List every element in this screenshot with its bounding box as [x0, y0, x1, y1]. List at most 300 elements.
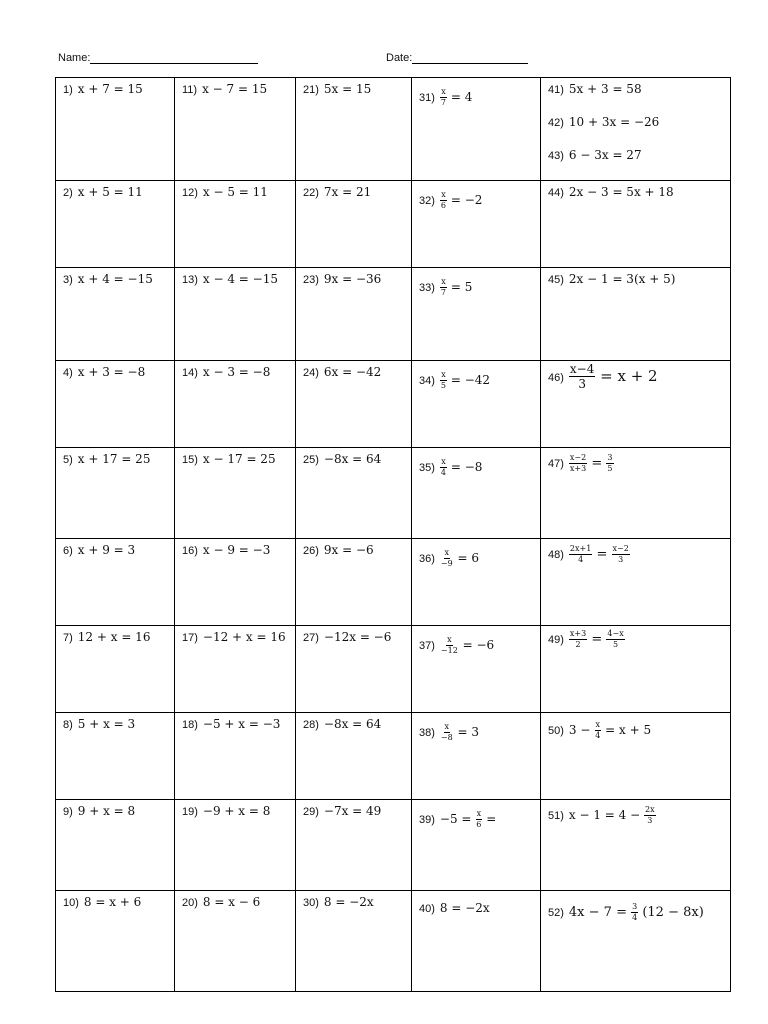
problem-number: 23) — [303, 274, 319, 286]
equation-text: −5 + x = −3 — [202, 717, 281, 731]
problem-number: 16) — [182, 545, 198, 557]
answer-cell[interactable] — [56, 800, 175, 891]
equation-text: 6x = −42 — [323, 365, 382, 379]
answer-cell[interactable] — [412, 800, 541, 891]
problem-number: 37) — [419, 640, 435, 652]
answer-cell[interactable] — [541, 539, 731, 626]
answer-cell[interactable] — [56, 448, 175, 539]
problem-35 — [419, 458, 482, 477]
equation-text: x − 17 = 25 — [202, 452, 276, 466]
problem-4 — [63, 365, 145, 379]
equation-suffix: = 4 — [450, 90, 473, 104]
problem-number: 2) — [63, 187, 73, 199]
problem-number: 43) — [548, 150, 564, 162]
problem-number: 30) — [303, 897, 319, 909]
problem-number: 5) — [63, 454, 73, 466]
denominator: 4 — [578, 555, 584, 564]
equation — [439, 809, 497, 829]
worksheet-row — [56, 268, 731, 361]
equation — [324, 452, 381, 466]
equation — [324, 804, 381, 818]
problem-46 — [548, 363, 658, 390]
fraction — [606, 454, 613, 473]
answer-cell[interactable] — [541, 448, 731, 539]
numerator: x−2 — [612, 544, 629, 553]
equation — [78, 82, 143, 96]
equation — [568, 902, 704, 922]
equation — [569, 544, 630, 564]
equation-suffix: = −42 — [450, 373, 491, 387]
equation — [569, 115, 659, 129]
numerator: x — [441, 190, 446, 199]
equation — [203, 804, 270, 818]
answer-cell[interactable] — [296, 626, 412, 713]
equation-suffix: = −6 — [462, 638, 495, 652]
answer-cell[interactable] — [296, 539, 412, 626]
equation-suffix: (12 − 8x) — [642, 905, 704, 920]
fraction — [612, 545, 630, 564]
answer-cell[interactable] — [412, 361, 541, 448]
numerator: 2x — [645, 805, 655, 814]
problem-37 — [419, 636, 494, 655]
problem-number: 9) — [63, 806, 73, 818]
answer-cell[interactable] — [412, 181, 541, 268]
equation-text: x − 4 = −15 — [202, 272, 278, 286]
date-label: Date: — [386, 52, 413, 64]
problem-2 — [63, 185, 143, 199]
problem-41 — [548, 82, 642, 96]
equation-text: −12x = −6 — [323, 630, 392, 644]
equation-suffix: = 5 — [450, 280, 473, 294]
fraction — [440, 723, 454, 742]
answer-cell[interactable] — [175, 181, 296, 268]
equation-suffix: = x + 5 — [605, 723, 652, 737]
answer-cell[interactable] — [541, 713, 731, 800]
equation-prefix: −5 = — [439, 812, 472, 826]
problem-27 — [303, 630, 391, 644]
answer-cell[interactable] — [175, 448, 296, 539]
problem-22 — [303, 185, 371, 199]
problem-30 — [303, 895, 374, 909]
equation — [324, 365, 381, 379]
answer-cell[interactable] — [175, 361, 296, 448]
equation-text: −9 + x = 8 — [202, 804, 271, 818]
equation-text: x + 9 = 3 — [77, 543, 136, 557]
equation-text: 9x = −6 — [323, 543, 374, 557]
equation — [78, 272, 153, 286]
problem-number: 7) — [63, 632, 73, 644]
answer-cell[interactable] — [412, 891, 541, 992]
answer-cell[interactable] — [296, 181, 412, 268]
problem-number: 6) — [63, 545, 73, 557]
problem-1 — [63, 82, 143, 96]
numerator: x — [444, 722, 450, 731]
denominator: −12 — [440, 646, 458, 655]
equation — [440, 457, 483, 477]
equation — [203, 365, 270, 379]
denominator: 2 — [575, 640, 581, 649]
problem-number: 11) — [182, 84, 198, 96]
fraction — [631, 903, 638, 922]
equation-text: 12 + x = 16 — [77, 630, 151, 644]
answer-cell[interactable] — [412, 539, 541, 626]
problem-number: 39) — [419, 814, 435, 826]
equation-text: 10 + 3x = −26 — [568, 115, 660, 129]
answer-cell[interactable] — [56, 891, 175, 992]
problem-number: 46) — [548, 371, 564, 384]
problem-number: 52) — [548, 907, 564, 919]
equation — [569, 272, 676, 286]
problem-number: 3) — [63, 274, 73, 286]
equation — [569, 362, 658, 391]
problem-number: 4) — [63, 367, 73, 379]
denominator: 3 — [618, 555, 624, 564]
denominator: 7 — [440, 288, 446, 297]
equation-text: x + 5 = 11 — [77, 185, 143, 199]
problem-45 — [548, 272, 675, 286]
denominator: 5 — [613, 640, 619, 649]
equation — [440, 901, 490, 915]
problem-49 — [548, 630, 625, 649]
problem-16 — [182, 543, 270, 557]
equation — [569, 185, 674, 199]
equation-text: −8x = 64 — [323, 717, 382, 731]
problem-number: 28) — [303, 719, 319, 731]
problem-number: 34) — [419, 375, 435, 387]
problem-23 — [303, 272, 381, 286]
equation — [203, 543, 270, 557]
denominator: −8 — [440, 733, 453, 742]
problem-number: 21) — [303, 84, 319, 96]
equation — [440, 548, 480, 568]
answer-cell[interactable] — [412, 78, 541, 181]
equation-text: 6 − 3x = 27 — [568, 148, 642, 162]
worksheet-row — [56, 361, 731, 448]
answer-cell[interactable] — [296, 78, 412, 181]
problem-number: 10) — [63, 897, 79, 909]
equation-text: 9x = −36 — [323, 272, 382, 286]
problem-50 — [548, 721, 651, 740]
equation — [440, 87, 473, 107]
equation — [568, 720, 652, 740]
equation-text: 2x − 1 = 3(x + 5) — [568, 272, 676, 286]
answer-cell[interactable] — [175, 626, 296, 713]
name-label: Name: — [58, 52, 91, 64]
problem-51 — [548, 806, 656, 825]
problem-3 — [63, 272, 153, 286]
equation — [324, 895, 374, 909]
problem-number: 19) — [182, 806, 198, 818]
equation-suffix: = −2 — [450, 193, 483, 207]
problem-21 — [303, 82, 371, 96]
problem-number: 48) — [548, 549, 564, 561]
equation — [203, 185, 268, 199]
equation — [324, 717, 381, 731]
problem-number: 27) — [303, 632, 319, 644]
fraction — [569, 630, 587, 649]
problem-number: 33) — [419, 282, 435, 294]
answer-cell[interactable] — [541, 78, 731, 181]
equation — [569, 453, 614, 473]
problem-40 — [419, 901, 490, 915]
answer-cell[interactable] — [56, 713, 175, 800]
answer-cell[interactable] — [175, 891, 296, 992]
problem-31 — [419, 88, 472, 107]
numerator: x — [595, 720, 601, 729]
name-line[interactable] — [90, 63, 258, 64]
equation — [324, 185, 371, 199]
answer-cell[interactable] — [56, 268, 175, 361]
answer-cell[interactable] — [296, 891, 412, 992]
equation — [569, 629, 625, 649]
problem-33 — [419, 278, 472, 297]
date-line[interactable] — [412, 63, 528, 64]
answer-cell[interactable] — [56, 539, 175, 626]
equation — [569, 148, 642, 162]
problem-32 — [419, 191, 482, 210]
problem-6 — [63, 543, 135, 557]
equation-text: x + 7 = 15 — [77, 82, 143, 96]
answer-cell[interactable] — [56, 361, 175, 448]
equation — [78, 185, 143, 199]
fraction — [440, 88, 447, 107]
problem-44 — [548, 185, 674, 199]
numerator: x — [441, 370, 446, 379]
problem-42 — [548, 115, 659, 129]
problem-29 — [303, 804, 381, 818]
problem-47 — [548, 454, 614, 473]
answer-cell[interactable] — [175, 713, 296, 800]
problem-number: 29) — [303, 806, 319, 818]
answer-cell[interactable] — [296, 361, 412, 448]
problem-number: 12) — [182, 187, 198, 199]
equation — [568, 805, 656, 825]
equation — [203, 272, 278, 286]
problem-number: 41) — [548, 84, 564, 96]
answer-cell[interactable] — [541, 181, 731, 268]
denominator: 4 — [632, 913, 638, 922]
problem-24 — [303, 365, 381, 379]
problem-number: 22) — [303, 187, 319, 199]
equation — [202, 82, 267, 96]
name-field[interactable] — [58, 52, 258, 64]
problem-7 — [63, 630, 150, 644]
equation — [324, 82, 371, 96]
equation — [324, 630, 391, 644]
problem-19 — [182, 804, 270, 818]
equation — [569, 82, 642, 96]
problem-26 — [303, 543, 374, 557]
answer-cell[interactable] — [412, 626, 541, 713]
answer-cell[interactable] — [412, 713, 541, 800]
equation-worksheet — [55, 77, 731, 992]
problem-number: 17) — [182, 632, 198, 644]
answer-cell[interactable] — [175, 268, 296, 361]
fraction — [644, 806, 656, 825]
worksheet-row — [56, 626, 731, 713]
equation — [78, 365, 145, 379]
equation-prefix: x − 1 = 4 − — [568, 808, 641, 822]
answer-cell[interactable] — [175, 539, 296, 626]
equation-text: −7x = 49 — [323, 804, 382, 818]
numerator: x — [447, 635, 452, 644]
equation-suffix: = — [486, 812, 497, 826]
answer-cell[interactable] — [541, 800, 731, 891]
answer-cell[interactable] — [296, 448, 412, 539]
denominator: 4 — [440, 468, 446, 477]
answer-cell[interactable] — [175, 78, 296, 181]
answer-cell[interactable] — [296, 800, 412, 891]
problem-number: 51) — [548, 810, 564, 822]
problem-5 — [63, 452, 150, 466]
numerator: x — [441, 87, 446, 96]
problem-9 — [63, 804, 135, 818]
numerator: x — [441, 277, 446, 286]
equation-text: −8x = 64 — [323, 452, 382, 466]
denominator: 5 — [440, 381, 446, 390]
fraction — [440, 191, 447, 210]
date-field[interactable] — [386, 52, 528, 64]
equation-suffix: = — [591, 632, 603, 647]
equation-text: 8 = x − 6 — [202, 895, 261, 909]
answer-cell[interactable] — [56, 181, 175, 268]
fraction — [440, 636, 459, 655]
equation-text: 8 = −2x — [323, 895, 374, 909]
equation-suffix: = x + 2 — [600, 366, 658, 385]
equation-text: 5x = 15 — [323, 82, 372, 96]
equation-text: x − 3 = −8 — [202, 365, 271, 379]
problem-14 — [182, 365, 270, 379]
answer-cell[interactable] — [412, 268, 541, 361]
equation-prefix: 3 − — [568, 723, 591, 737]
problem-number: 13) — [182, 274, 198, 286]
equation — [440, 370, 491, 390]
answer-cell[interactable] — [541, 626, 731, 713]
numerator: 2x+1 — [569, 544, 592, 553]
equation-suffix: = — [596, 547, 608, 562]
worksheet-row — [56, 539, 731, 626]
numerator: x — [444, 548, 450, 557]
numerator: x — [441, 457, 446, 466]
equation-text: 8 = −2x — [439, 901, 490, 915]
problem-number: 1) — [63, 84, 73, 96]
denominator: 7 — [440, 98, 446, 107]
equation-text: 5 + x = 3 — [77, 717, 136, 731]
equation — [440, 635, 495, 655]
equation — [203, 717, 281, 731]
answer-cell[interactable] — [296, 268, 412, 361]
equation — [78, 543, 135, 557]
denominator: 3 — [578, 377, 586, 391]
problem-20 — [182, 895, 260, 909]
problem-number: 32) — [419, 195, 435, 207]
problem-number: 36) — [419, 553, 435, 565]
equation-text: x − 7 = 15 — [202, 82, 268, 96]
problem-number: 50) — [548, 725, 564, 737]
problem-39 — [419, 810, 496, 829]
answer-cell[interactable] — [541, 891, 731, 992]
equation-prefix: 4x − 7 = — [568, 905, 627, 920]
answer-cell[interactable] — [296, 713, 412, 800]
fraction — [569, 545, 592, 564]
fraction — [440, 278, 447, 297]
denominator: x+3 — [569, 464, 587, 473]
worksheet-row — [56, 891, 731, 992]
problem-13 — [182, 272, 278, 286]
answer-cell[interactable] — [412, 448, 541, 539]
problem-number: 8) — [63, 719, 73, 731]
problem-number: 14) — [182, 367, 198, 379]
equation — [440, 277, 473, 297]
problem-15 — [182, 452, 276, 466]
numerator: 3 — [632, 902, 638, 911]
fraction — [440, 458, 447, 477]
problem-36 — [419, 549, 479, 568]
problem-10 — [63, 895, 141, 909]
answer-cell[interactable] — [56, 78, 175, 181]
problem-number: 35) — [419, 462, 435, 474]
problem-8 — [63, 717, 135, 731]
equation-text: x + 3 = −8 — [77, 365, 146, 379]
equation — [78, 630, 151, 644]
equation-text: 9 + x = 8 — [77, 804, 136, 818]
numerator: 4−x — [607, 629, 624, 638]
fraction — [440, 371, 447, 390]
numerator: x+3 — [569, 629, 587, 638]
answer-cell[interactable] — [56, 626, 175, 713]
numerator: x−4 — [569, 362, 595, 376]
answer-cell[interactable] — [175, 800, 296, 891]
problem-25 — [303, 452, 381, 466]
equation — [78, 717, 135, 731]
equation-suffix: = — [591, 456, 603, 471]
equation-suffix: = 3 — [457, 725, 480, 739]
problem-number: 15) — [182, 454, 198, 466]
equation-text: 7x = 21 — [323, 185, 372, 199]
fraction — [475, 810, 482, 829]
worksheet-row — [56, 800, 731, 891]
problem-number: 44) — [548, 187, 564, 199]
fraction — [569, 454, 587, 473]
fraction — [440, 549, 454, 568]
equation — [440, 190, 483, 210]
equation — [324, 272, 381, 286]
problem-number: 31) — [419, 92, 435, 104]
problem-number: 38) — [419, 727, 435, 739]
problem-number: 47) — [548, 458, 564, 470]
fraction — [606, 630, 624, 649]
answer-cell[interactable] — [541, 361, 731, 448]
problem-number: 45) — [548, 274, 564, 286]
denominator: 5 — [607, 464, 613, 473]
worksheet-row — [56, 713, 731, 800]
equation-text: −12 + x = 16 — [202, 630, 286, 644]
problem-18 — [182, 717, 280, 731]
problem-number: 18) — [182, 719, 198, 731]
equation — [203, 895, 260, 909]
worksheet-row — [56, 448, 731, 539]
numerator: x−2 — [569, 453, 587, 462]
equation-text: x − 5 = 11 — [202, 185, 268, 199]
problem-number: 20) — [182, 897, 198, 909]
equation-text: x + 4 = −15 — [77, 272, 153, 286]
denominator: 6 — [440, 201, 446, 210]
answer-cell[interactable] — [541, 268, 731, 361]
problem-28 — [303, 717, 381, 731]
problem-48 — [548, 545, 630, 564]
fraction — [594, 721, 601, 740]
denominator: 4 — [595, 731, 601, 740]
